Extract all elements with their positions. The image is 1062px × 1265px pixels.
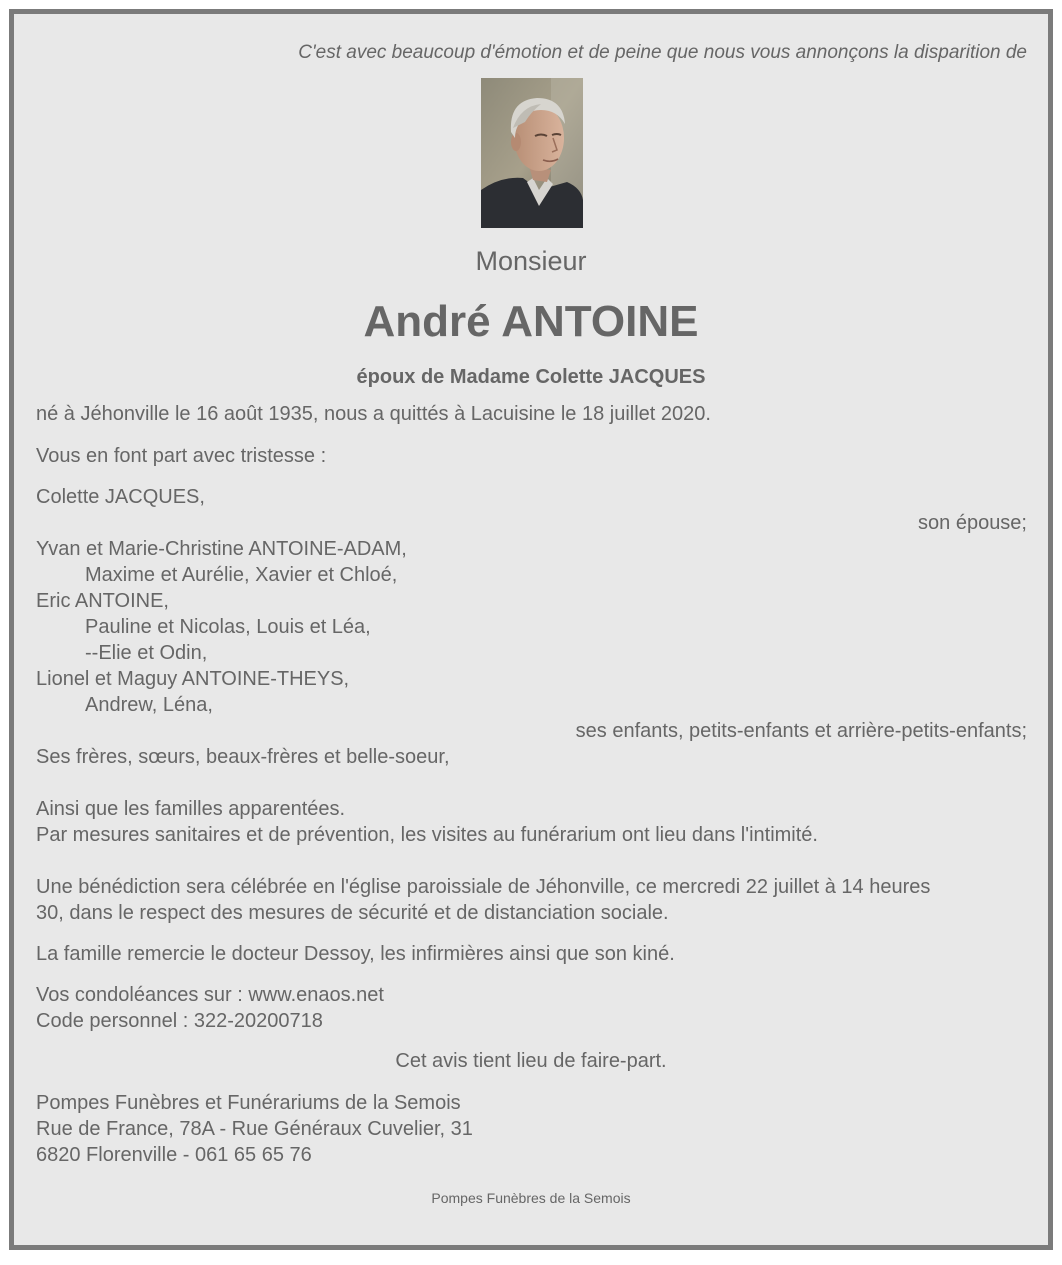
deceased-name: André ANTOINE (363, 297, 699, 346)
child-3: Lionel et Maguy ANTOINE-THEYS, (36, 668, 350, 690)
child-2: Eric ANTOINE, (36, 590, 169, 612)
visits-notice: Par mesures sanitaires et de prévention, les visites au funérarium ont lieu dans l'intimité. (36, 824, 818, 846)
faire-part-notice: Cet avis tient lieu de faire-part. (395, 1050, 667, 1072)
funeral-home-address: Rue de France, 78A - Rue Généraux Cuvelier, 31 (36, 1118, 473, 1140)
child-1: Yvan et Marie-Christine ANTOINE-ADAM, (36, 538, 407, 560)
intro-text: C'est avec beaucoup d'émotion et de peine que nous vous annonçons la disparition de (298, 42, 1027, 63)
obituary-card (9, 9, 1053, 1250)
great-grandchildren-2: --Elie et Odin, (85, 642, 208, 664)
relatives-line: Ainsi que les familles apparentées. (36, 798, 346, 820)
grandchildren-1: Maxime et Aurélie, Xavier et Chloé, (85, 564, 398, 586)
personal-code: Code personnel : 322-20200718 (36, 1010, 323, 1032)
thanks-line: La famille remercie le docteur Dessoy, les infirmières ainsi que son kiné. (36, 943, 675, 965)
funeral-home-city-phone: 6820 Florenville - 061 65 65 76 (36, 1144, 312, 1166)
footer-credit: Pompes Funèbres de la Semois (431, 1190, 631, 1206)
portrait-photo (481, 78, 583, 228)
ceremony-line-1: Une bénédiction sera célébrée en l'église paroissiale de Jéhonville, ce mercredi 22 juillet à 14 heures (36, 876, 931, 898)
family-intro: Vous en font part avec tristesse : (36, 445, 327, 467)
grandchildren-2: Pauline et Nicolas, Louis et Léa, (85, 616, 371, 638)
birth-death-line: né à Jéhonville le 16 août 1935, nous a quittés à Lacuisine le 18 juillet 2020. (36, 403, 711, 425)
spouse-line: époux de Madame Colette JACQUES (356, 366, 706, 388)
siblings-line: Ses frères, sœurs, beaux-frères et belle-soeur, (36, 746, 450, 768)
condolences-line: Vos condoléances sur : www.enaos.net (36, 984, 384, 1006)
grandchildren-3: Andrew, Léna, (85, 694, 213, 716)
ceremony-line-2: 30, dans le respect des mesures de sécurité et de distanciation sociale. (36, 902, 669, 924)
funeral-home-name: Pompes Funèbres et Funérariums de la Semois (36, 1092, 461, 1114)
wife-role: son épouse; (918, 512, 1027, 534)
honorific-title: Monsieur (475, 246, 587, 276)
wife-name: Colette JACQUES, (36, 486, 205, 508)
children-role: ses enfants, petits-enfants et arrière-petits-enfants; (575, 720, 1027, 742)
